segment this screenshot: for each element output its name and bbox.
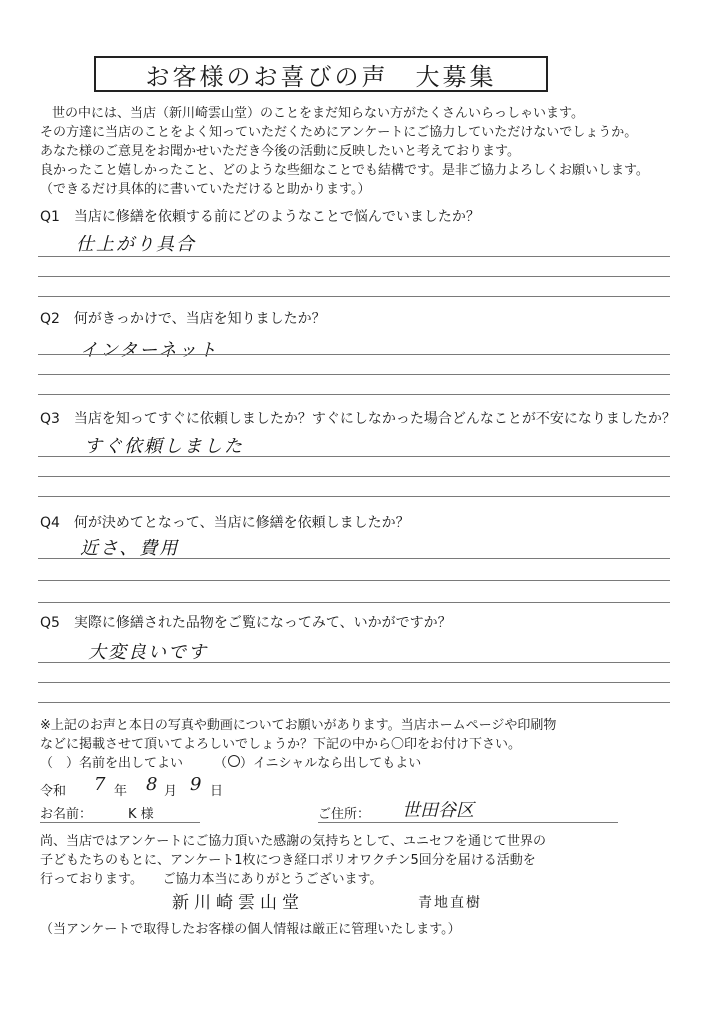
privacy-note: （当アンケートで取得したお客様の個人情報は厳正に管理いたします。） bbox=[40, 922, 461, 937]
name-value: K 様 bbox=[128, 807, 154, 822]
name-underline bbox=[40, 822, 200, 823]
consent-text: ※上記のお声と本日の写真や動画についてお願いがあります。当店ホームページや印刷物 bbox=[40, 718, 557, 733]
shop-name: 新川崎雲山堂 bbox=[172, 893, 304, 913]
answer-rule bbox=[38, 296, 670, 297]
name-label: お名前： bbox=[40, 807, 93, 822]
answer-rule bbox=[38, 394, 670, 395]
answer-rule bbox=[38, 580, 670, 581]
answer-rule bbox=[38, 476, 670, 477]
consent-option-initials[interactable]: （ ）イニシャルなら出してもよい bbox=[214, 756, 422, 771]
answer-rule bbox=[38, 682, 670, 683]
intro-line: 世の中には、当店（新川崎雲山堂）のことをまだ知らない方がたくさんいらっしゃいます。 bbox=[52, 106, 584, 121]
answer-rule bbox=[38, 702, 670, 703]
consent-option-name[interactable]: （ ）名前を出してよい bbox=[40, 756, 184, 771]
intro-line: あなた様のご意見をお聞かせいただき今後の活動に反映したいと考えております。 bbox=[40, 144, 520, 159]
answer-rule bbox=[38, 354, 670, 355]
address-label: ご住所： bbox=[318, 807, 371, 822]
answer-rule bbox=[38, 456, 670, 457]
answer-text: インターネット bbox=[80, 340, 219, 361]
answer-text: 近さ、費用 bbox=[80, 538, 180, 559]
date-era: 令和 bbox=[40, 784, 67, 799]
owner-name: 青地直樹 bbox=[418, 895, 482, 911]
closing-line: 行っております。 ご協力本当にありがとうございます。 bbox=[40, 872, 383, 887]
answer-rule bbox=[38, 662, 670, 663]
answer-rule bbox=[38, 558, 670, 559]
intro-line: その方達に当店のことをよく知っていただくためにアンケートにご協力していただけないでしょうか。 bbox=[40, 125, 638, 140]
address-value: 世田谷区 bbox=[402, 800, 474, 821]
answer-rule bbox=[38, 602, 670, 603]
date-month: 8 bbox=[146, 774, 158, 795]
selected-circle-mark bbox=[228, 755, 240, 767]
answer-rule bbox=[38, 496, 670, 497]
question-label: Q2 何がきっかけで、当店を知りましたか？ bbox=[40, 311, 326, 327]
closing-line: 尚、当店ではアンケートにご協力頂いた感謝の気持ちとして、ユニセフを通じて世界の bbox=[40, 834, 546, 849]
answer-text: すぐ依頼しました bbox=[84, 436, 244, 457]
date-day-unit: 日 bbox=[210, 784, 224, 799]
date-year-unit: 年 bbox=[114, 784, 128, 799]
date-month-unit: 月 bbox=[164, 784, 178, 799]
intro-line: （できるだけ具体的に書いていただけると助かります。） bbox=[40, 182, 371, 197]
address-underline bbox=[318, 822, 618, 823]
answer-text: 仕上がり具合 bbox=[76, 234, 196, 255]
answer-rule bbox=[38, 256, 670, 257]
question-label: Q4 何が決めてとなって、当店に修繕を依頼しましたか？ bbox=[40, 515, 410, 531]
question-label: Q1 当店に修繕を依頼する前にどのようなことで悩んでいましたか？ bbox=[40, 209, 480, 225]
consent-text: などに掲載させて頂いてよろしいでしょうか？下記の中から〇印をお付け下さい。 bbox=[40, 737, 522, 752]
date-year: 7 bbox=[94, 774, 106, 795]
question-label: Q5 実際に修繕された品物をご覧になってみて、いかがですか？ bbox=[40, 615, 452, 631]
date-day: 9 bbox=[190, 774, 202, 795]
closing-line: 子どもたちのもとに、アンケート1枚につき経口ポリオワクチン5回分を届ける活動を bbox=[40, 853, 536, 868]
answer-text: 大変良いです bbox=[88, 642, 208, 663]
page-title: お客様のお喜びの声 大募集 bbox=[94, 56, 548, 92]
answer-rule bbox=[38, 374, 670, 375]
intro-line: 良かったこと嬉しかったこと、どのような些細なことでも結構です。是非ご協力よろしくお願いします。 bbox=[40, 163, 649, 178]
question-label: Q3 当店を知ってすぐに依頼しましたか？すぐにしなかった場合どんなことが不安になりましたか？ bbox=[40, 411, 676, 427]
answer-rule bbox=[38, 276, 670, 277]
